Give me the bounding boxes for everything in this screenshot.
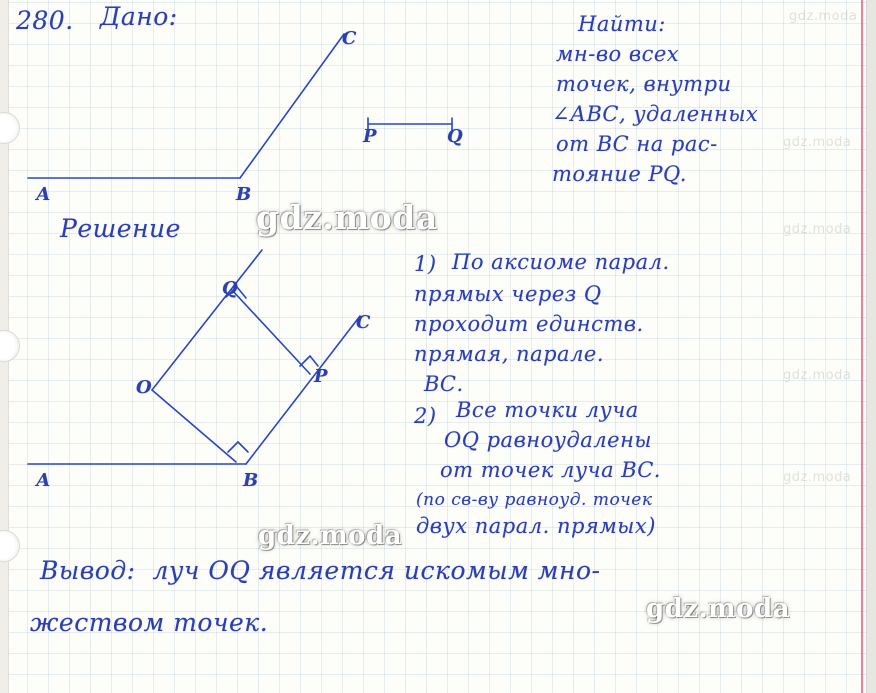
watermark: gdz.moda xyxy=(783,222,852,237)
task-line-4: ∠АВС, удаленных xyxy=(552,102,759,126)
watermark: gdz.moda xyxy=(258,521,403,551)
step-1-line-4: прямая, парале. xyxy=(414,342,605,366)
watermark: gdz.moda xyxy=(783,135,852,150)
task-line-3: точек, внутри xyxy=(556,72,732,96)
label-bottom-C: С xyxy=(356,312,371,333)
label-top-A: А xyxy=(36,184,52,205)
page-right-margin xyxy=(866,0,876,693)
label-bottom-A: А xyxy=(36,470,52,491)
watermark: gdz.moda xyxy=(783,368,852,383)
task-line-6: тояние PQ. xyxy=(552,162,687,186)
page-right-pink-line xyxy=(861,0,863,693)
label-bottom-B: В xyxy=(243,470,259,491)
label-top-C: С xyxy=(342,28,357,49)
step-2-number: 2) xyxy=(414,404,437,428)
step-1-line-1: По аксиоме парал. xyxy=(452,250,670,274)
label-top-P: P xyxy=(363,126,378,147)
conclusion-line-1: Вывод: луч OQ является искомым мно- xyxy=(40,556,601,585)
label-top-Q: Q xyxy=(447,126,464,147)
solution-label: Решение xyxy=(60,214,181,243)
step-2-line-2: OQ равноудалены xyxy=(444,428,653,452)
task-line-1: Найти: xyxy=(578,12,666,36)
step-2-line-5: двух парал. прямых) xyxy=(416,514,656,538)
step-2-line-3: от точек луча ВС. xyxy=(440,458,661,482)
task-line-2: мн-во всех xyxy=(556,42,680,66)
watermark: gdz.moda xyxy=(646,594,791,624)
task-line-5: от ВС на рас- xyxy=(556,132,718,156)
watermark: gdz.moda xyxy=(789,9,858,24)
step-1-line-3: проходит единств. xyxy=(414,312,644,336)
watermark: gdz.moda xyxy=(783,470,852,485)
step-2-line-1: Все точки луча xyxy=(456,398,639,422)
label-bottom-O: O xyxy=(136,377,153,398)
label-bottom-Q: Q xyxy=(222,278,239,299)
step-1-line-5: ВС. xyxy=(424,372,464,396)
label-bottom-P: P xyxy=(314,366,329,387)
problem-number: 280. xyxy=(16,6,74,35)
step-1-number: 1) xyxy=(414,252,437,276)
watermark: gdz.moda xyxy=(256,198,438,237)
given-label: Дано: xyxy=(100,2,178,31)
conclusion-line-2: жеством точек. xyxy=(30,608,269,637)
label-top-B: В xyxy=(236,184,252,205)
step-1-line-2: прямых через Q xyxy=(414,282,602,306)
step-2-line-4: (по св-ву равноуд. точек xyxy=(416,490,653,510)
